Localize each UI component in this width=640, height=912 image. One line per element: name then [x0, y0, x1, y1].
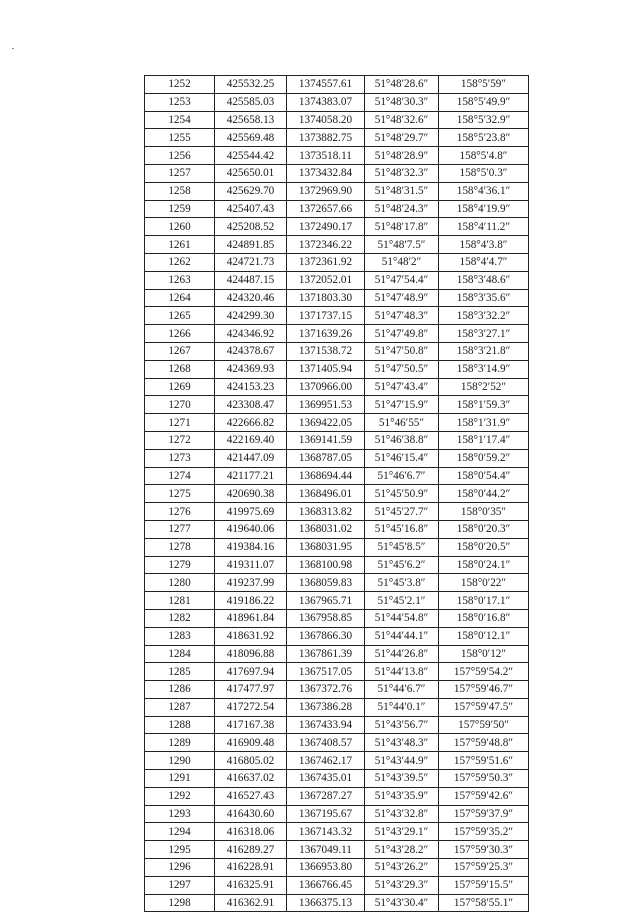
table-row: [145, 396, 529, 414]
x-coordinate-cell: 417697.94: [215, 663, 287, 681]
longitude-cell: 158°5′0.3″: [439, 164, 529, 182]
y-coordinate-cell: 1374557.61: [287, 76, 365, 94]
y-coordinate-cell: 1367517.05: [287, 663, 365, 681]
x-coordinate-cell: 425658.13: [215, 111, 287, 129]
x-coordinate-cell: 425532.25: [215, 76, 287, 94]
x-coordinate-cell: 421447.09: [215, 449, 287, 467]
latitude-cell: 51°43′35.9″: [365, 787, 439, 805]
longitude-cell: 157°59′47.5″: [439, 698, 529, 716]
latitude-cell: 51°46′55″: [365, 414, 439, 432]
y-coordinate-cell: 1368031.02: [287, 520, 365, 538]
point-number-cell: 1295: [145, 841, 215, 859]
point-number-cell: 1286: [145, 681, 215, 699]
point-number-cell: 1262: [145, 253, 215, 271]
y-coordinate-cell: 1369141.59: [287, 431, 365, 449]
x-coordinate-cell: 425407.43: [215, 200, 287, 218]
latitude-cell: 51°43′30.4″: [365, 894, 439, 912]
latitude-cell: 51°47′50.8″: [365, 342, 439, 360]
x-coordinate-cell: 424378.67: [215, 342, 287, 360]
point-number-cell: 1274: [145, 467, 215, 485]
latitude-cell: 51°43′44.9″: [365, 752, 439, 770]
table-row: [145, 681, 529, 699]
latitude-cell: 51°45′27.7″: [365, 503, 439, 521]
point-number-cell: 1284: [145, 645, 215, 663]
table-row: [145, 787, 529, 805]
latitude-cell: 51°45′50.9″: [365, 485, 439, 503]
table-row: [145, 752, 529, 770]
table-row: [145, 271, 529, 289]
y-coordinate-cell: 1367408.57: [287, 734, 365, 752]
x-coordinate-cell: 422169.40: [215, 431, 287, 449]
y-coordinate-cell: 1367143.32: [287, 823, 365, 841]
y-coordinate-cell: 1374383.07: [287, 93, 365, 111]
latitude-cell: 51°44′26.8″: [365, 645, 439, 663]
latitude-cell: 51°48′30.3″: [365, 93, 439, 111]
longitude-cell: 158°3′48.6″: [439, 271, 529, 289]
table-row: [145, 289, 529, 307]
y-coordinate-cell: 1367433.94: [287, 716, 365, 734]
latitude-cell: 51°47′49.8″: [365, 325, 439, 343]
longitude-cell: 157°59′42.6″: [439, 787, 529, 805]
x-coordinate-cell: 425544.42: [215, 147, 287, 165]
table-row: [145, 111, 529, 129]
x-coordinate-cell: 421177.21: [215, 467, 287, 485]
x-coordinate-cell: 424153.23: [215, 378, 287, 396]
point-number-cell: 1254: [145, 111, 215, 129]
table-row: [145, 93, 529, 111]
y-coordinate-cell: 1374058.20: [287, 111, 365, 129]
latitude-cell: 51°45′2.1″: [365, 592, 439, 610]
latitude-cell: 51°44′0.1″: [365, 698, 439, 716]
table-row: [145, 538, 529, 556]
y-coordinate-cell: 1367861.39: [287, 645, 365, 663]
point-number-cell: 1269: [145, 378, 215, 396]
x-coordinate-cell: 424487.15: [215, 271, 287, 289]
longitude-cell: 158°0′22″: [439, 574, 529, 592]
longitude-cell: 157°59′46.7″: [439, 681, 529, 699]
point-number-cell: 1272: [145, 431, 215, 449]
table-row: [145, 218, 529, 236]
x-coordinate-cell: 418961.84: [215, 609, 287, 627]
x-coordinate-cell: 416430.60: [215, 805, 287, 823]
x-coordinate-cell: 425208.52: [215, 218, 287, 236]
table-row: [145, 467, 529, 485]
y-coordinate-cell: 1367435.01: [287, 770, 365, 788]
y-coordinate-cell: 1368496.01: [287, 485, 365, 503]
table-row: [145, 894, 529, 912]
table-row: [145, 698, 529, 716]
longitude-cell: 158°4′19.9″: [439, 200, 529, 218]
latitude-cell: 51°48′29.7″: [365, 129, 439, 147]
latitude-cell: 51°47′43.4″: [365, 378, 439, 396]
x-coordinate-cell: 423308.47: [215, 396, 287, 414]
point-number-cell: 1259: [145, 200, 215, 218]
point-number-cell: 1264: [145, 289, 215, 307]
longitude-cell: 158°0′54.4″: [439, 467, 529, 485]
longitude-cell: 158°3′32.2″: [439, 307, 529, 325]
point-number-cell: 1257: [145, 164, 215, 182]
latitude-cell: 51°47′50.5″: [365, 360, 439, 378]
y-coordinate-cell: 1371538.72: [287, 342, 365, 360]
y-coordinate-cell: 1373518.11: [287, 147, 365, 165]
x-coordinate-cell: 417272.54: [215, 698, 287, 716]
x-coordinate-cell: 416805.02: [215, 752, 287, 770]
table-row: [145, 485, 529, 503]
longitude-cell: 157°58′55.1″: [439, 894, 529, 912]
table-row: [145, 859, 529, 877]
table-row: [145, 841, 529, 859]
latitude-cell: 51°48′28.6″: [365, 76, 439, 94]
table-row: [145, 325, 529, 343]
point-number-cell: 1261: [145, 236, 215, 254]
longitude-cell: 157°59′50.3″: [439, 770, 529, 788]
y-coordinate-cell: 1368100.98: [287, 556, 365, 574]
x-coordinate-cell: 417167.38: [215, 716, 287, 734]
longitude-cell: 158°0′17.1″: [439, 592, 529, 610]
point-number-cell: 1287: [145, 698, 215, 716]
latitude-cell: 51°43′56.7″: [365, 716, 439, 734]
table-row: [145, 609, 529, 627]
point-number-cell: 1293: [145, 805, 215, 823]
longitude-cell: 158°1′59.3″: [439, 396, 529, 414]
x-coordinate-cell: 419311.07: [215, 556, 287, 574]
x-coordinate-cell: 416325.91: [215, 876, 287, 894]
point-number-cell: 1294: [145, 823, 215, 841]
latitude-cell: 51°44′54.8″: [365, 609, 439, 627]
x-coordinate-cell: 424346.92: [215, 325, 287, 343]
table-row: [145, 449, 529, 467]
latitude-cell: 51°45′8.5″: [365, 538, 439, 556]
x-coordinate-cell: 424891.85: [215, 236, 287, 254]
x-coordinate-cell: 416362.91: [215, 894, 287, 912]
point-number-cell: 1263: [145, 271, 215, 289]
point-number-cell: 1252: [145, 76, 215, 94]
longitude-cell: 158°3′35.6″: [439, 289, 529, 307]
longitude-cell: 158°4′36.1″: [439, 182, 529, 200]
latitude-cell: 51°46′38.8″: [365, 431, 439, 449]
point-number-cell: 1260: [145, 218, 215, 236]
table-row: [145, 200, 529, 218]
table-row: [145, 503, 529, 521]
y-coordinate-cell: 1368059.83: [287, 574, 365, 592]
point-number-cell: 1258: [145, 182, 215, 200]
table-row: [145, 574, 529, 592]
longitude-cell: 157°59′51.6″: [439, 752, 529, 770]
x-coordinate-cell: 424369.93: [215, 360, 287, 378]
point-number-cell: 1278: [145, 538, 215, 556]
x-coordinate-cell: 419186.22: [215, 592, 287, 610]
y-coordinate-cell: 1368313.82: [287, 503, 365, 521]
table-row: [145, 342, 529, 360]
table-row: [145, 645, 529, 663]
table-row: [145, 414, 529, 432]
longitude-cell: 158°2′52″: [439, 378, 529, 396]
point-number-cell: 1268: [145, 360, 215, 378]
point-number-cell: 1277: [145, 520, 215, 538]
latitude-cell: 51°46′6.7″: [365, 467, 439, 485]
latitude-cell: 51°44′44.1″: [365, 627, 439, 645]
point-number-cell: 1273: [145, 449, 215, 467]
latitude-cell: 51°43′32.8″: [365, 805, 439, 823]
longitude-cell: 158°0′59.2″: [439, 449, 529, 467]
y-coordinate-cell: 1373432.84: [287, 164, 365, 182]
y-coordinate-cell: 1369422.05: [287, 414, 365, 432]
latitude-cell: 51°43′29.1″: [365, 823, 439, 841]
point-number-cell: 1283: [145, 627, 215, 645]
point-number-cell: 1266: [145, 325, 215, 343]
table-row: [145, 307, 529, 325]
y-coordinate-cell: 1366375.13: [287, 894, 365, 912]
point-number-cell: 1282: [145, 609, 215, 627]
longitude-cell: 158°1′31.9″: [439, 414, 529, 432]
x-coordinate-cell: 419640.06: [215, 520, 287, 538]
x-coordinate-cell: 416637.02: [215, 770, 287, 788]
longitude-cell: 158°0′24.1″: [439, 556, 529, 574]
y-coordinate-cell: 1367372.76: [287, 681, 365, 699]
latitude-cell: 51°45′16.8″: [365, 520, 439, 538]
point-number-cell: 1256: [145, 147, 215, 165]
point-number-cell: 1296: [145, 859, 215, 877]
y-coordinate-cell: 1371737.15: [287, 307, 365, 325]
table-row: [145, 129, 529, 147]
longitude-cell: 157°59′54.2″: [439, 663, 529, 681]
y-coordinate-cell: 1367866.30: [287, 627, 365, 645]
latitude-cell: 51°48′32.6″: [365, 111, 439, 129]
longitude-cell: 158°0′16.8″: [439, 609, 529, 627]
point-number-cell: 1267: [145, 342, 215, 360]
x-coordinate-cell: 424299.30: [215, 307, 287, 325]
x-coordinate-cell: 425569.48: [215, 129, 287, 147]
table-row: [145, 147, 529, 165]
y-coordinate-cell: 1371803.30: [287, 289, 365, 307]
y-coordinate-cell: 1370966.00: [287, 378, 365, 396]
longitude-cell: 157°59′30.3″: [439, 841, 529, 859]
longitude-cell: 158°4′11.2″: [439, 218, 529, 236]
longitude-cell: 157°59′35.2″: [439, 823, 529, 841]
table-row: [145, 823, 529, 841]
longitude-cell: 157°59′15.5″: [439, 876, 529, 894]
y-coordinate-cell: 1371639.26: [287, 325, 365, 343]
point-number-cell: 1276: [145, 503, 215, 521]
point-number-cell: 1291: [145, 770, 215, 788]
table-row: [145, 253, 529, 271]
table-row: [145, 734, 529, 752]
y-coordinate-cell: 1368694.44: [287, 467, 365, 485]
x-coordinate-cell: 418631.92: [215, 627, 287, 645]
y-coordinate-cell: 1371405.94: [287, 360, 365, 378]
x-coordinate-cell: 420690.38: [215, 485, 287, 503]
x-coordinate-cell: 416909.48: [215, 734, 287, 752]
y-coordinate-cell: 1368031.95: [287, 538, 365, 556]
point-number-cell: 1297: [145, 876, 215, 894]
y-coordinate-cell: 1367462.17: [287, 752, 365, 770]
longitude-cell: 158°5′49.9″: [439, 93, 529, 111]
longitude-cell: 158°3′21.8″: [439, 342, 529, 360]
point-number-cell: 1270: [145, 396, 215, 414]
x-coordinate-cell: 416228.91: [215, 859, 287, 877]
longitude-cell: 158°0′12.1″: [439, 627, 529, 645]
longitude-cell: 158°0′20.3″: [439, 520, 529, 538]
latitude-cell: 51°48′32.3″: [365, 164, 439, 182]
point-number-cell: 1285: [145, 663, 215, 681]
point-number-cell: 1275: [145, 485, 215, 503]
latitude-cell: 51°47′48.3″: [365, 307, 439, 325]
longitude-cell: 158°5′59″: [439, 76, 529, 94]
y-coordinate-cell: 1366953.80: [287, 859, 365, 877]
y-coordinate-cell: 1372052.01: [287, 271, 365, 289]
latitude-cell: 51°43′29.3″: [365, 876, 439, 894]
x-coordinate-cell: 424320.46: [215, 289, 287, 307]
longitude-cell: 157°59′50″: [439, 716, 529, 734]
point-number-cell: 1255: [145, 129, 215, 147]
x-coordinate-cell: 425650.01: [215, 164, 287, 182]
table-row: [145, 431, 529, 449]
latitude-cell: 51°43′39.5″: [365, 770, 439, 788]
point-number-cell: 1280: [145, 574, 215, 592]
latitude-cell: 51°48′2″: [365, 253, 439, 271]
point-number-cell: 1281: [145, 592, 215, 610]
longitude-cell: 158°5′4.8″: [439, 147, 529, 165]
longitude-cell: 158°0′12″: [439, 645, 529, 663]
longitude-cell: 158°5′32.9″: [439, 111, 529, 129]
latitude-cell: 51°48′28.9″: [365, 147, 439, 165]
table-row: [145, 663, 529, 681]
x-coordinate-cell: 416289.27: [215, 841, 287, 859]
y-coordinate-cell: 1373882.75: [287, 129, 365, 147]
table-row: [145, 627, 529, 645]
longitude-cell: 158°4′4.7″: [439, 253, 529, 271]
y-coordinate-cell: 1372346.22: [287, 236, 365, 254]
x-coordinate-cell: 419384.16: [215, 538, 287, 556]
y-coordinate-cell: 1372657.66: [287, 200, 365, 218]
table-row: [145, 236, 529, 254]
table-row: [145, 556, 529, 574]
latitude-cell: 51°43′28.2″: [365, 841, 439, 859]
y-coordinate-cell: 1367958.85: [287, 609, 365, 627]
y-coordinate-cell: 1367049.11: [287, 841, 365, 859]
longitude-cell: 158°3′14.9″: [439, 360, 529, 378]
table-row: [145, 378, 529, 396]
point-number-cell: 1289: [145, 734, 215, 752]
y-coordinate-cell: 1367287.27: [287, 787, 365, 805]
table-row: [145, 592, 529, 610]
y-coordinate-cell: 1372490.17: [287, 218, 365, 236]
x-coordinate-cell: 424721.73: [215, 253, 287, 271]
scan-speck: [12, 48, 14, 49]
longitude-cell: 158°0′35″: [439, 503, 529, 521]
longitude-cell: 157°59′48.8″: [439, 734, 529, 752]
latitude-cell: 51°48′7.5″: [365, 236, 439, 254]
x-coordinate-cell: 425585.03: [215, 93, 287, 111]
table-row: [145, 76, 529, 94]
longitude-cell: 158°4′3.8″: [439, 236, 529, 254]
x-coordinate-cell: 416527.43: [215, 787, 287, 805]
latitude-cell: 51°44′13.8″: [365, 663, 439, 681]
longitude-cell: 158°3′27.1″: [439, 325, 529, 343]
coordinates-table: [144, 75, 529, 912]
latitude-cell: 51°48′17.8″: [365, 218, 439, 236]
table-row: [145, 770, 529, 788]
point-number-cell: 1290: [145, 752, 215, 770]
longitude-cell: 157°59′25.3″: [439, 859, 529, 877]
x-coordinate-cell: 416318.06: [215, 823, 287, 841]
point-number-cell: 1298: [145, 894, 215, 912]
point-number-cell: 1279: [145, 556, 215, 574]
table-row: [145, 805, 529, 823]
point-number-cell: 1271: [145, 414, 215, 432]
table-row: [145, 520, 529, 538]
longitude-cell: 158°5′23.8″: [439, 129, 529, 147]
y-coordinate-cell: 1372969.90: [287, 182, 365, 200]
table-row: [145, 182, 529, 200]
latitude-cell: 51°47′15.9″: [365, 396, 439, 414]
latitude-cell: 51°43′48.3″: [365, 734, 439, 752]
table-row: [145, 360, 529, 378]
y-coordinate-cell: 1367965.71: [287, 592, 365, 610]
table-row: [145, 876, 529, 894]
table-row: [145, 716, 529, 734]
y-coordinate-cell: 1368787.05: [287, 449, 365, 467]
table-row: [145, 164, 529, 182]
latitude-cell: 51°46′15.4″: [365, 449, 439, 467]
point-number-cell: 1288: [145, 716, 215, 734]
point-number-cell: 1292: [145, 787, 215, 805]
point-number-cell: 1253: [145, 93, 215, 111]
y-coordinate-cell: 1366766.45: [287, 876, 365, 894]
latitude-cell: 51°48′24.3″: [365, 200, 439, 218]
latitude-cell: 51°48′31.5″: [365, 182, 439, 200]
latitude-cell: 51°47′48.9″: [365, 289, 439, 307]
longitude-cell: 157°59′37.9″: [439, 805, 529, 823]
latitude-cell: 51°44′6.7″: [365, 681, 439, 699]
latitude-cell: 51°45′3.8″: [365, 574, 439, 592]
coordinates-table-body: [145, 76, 529, 912]
latitude-cell: 51°45′6.2″: [365, 556, 439, 574]
point-number-cell: 1265: [145, 307, 215, 325]
y-coordinate-cell: 1372361.92: [287, 253, 365, 271]
longitude-cell: 158°0′20.5″: [439, 538, 529, 556]
x-coordinate-cell: 425629.70: [215, 182, 287, 200]
x-coordinate-cell: 417477.97: [215, 681, 287, 699]
x-coordinate-cell: 419975.69: [215, 503, 287, 521]
longitude-cell: 158°0′44.2″: [439, 485, 529, 503]
x-coordinate-cell: 419237.99: [215, 574, 287, 592]
y-coordinate-cell: 1367195.67: [287, 805, 365, 823]
y-coordinate-cell: 1367386.28: [287, 698, 365, 716]
latitude-cell: 51°43′26.2″: [365, 859, 439, 877]
x-coordinate-cell: 422666.82: [215, 414, 287, 432]
longitude-cell: 158°1′17.4″: [439, 431, 529, 449]
latitude-cell: 51°47′54.4″: [365, 271, 439, 289]
y-coordinate-cell: 1369951.53: [287, 396, 365, 414]
x-coordinate-cell: 418096.88: [215, 645, 287, 663]
